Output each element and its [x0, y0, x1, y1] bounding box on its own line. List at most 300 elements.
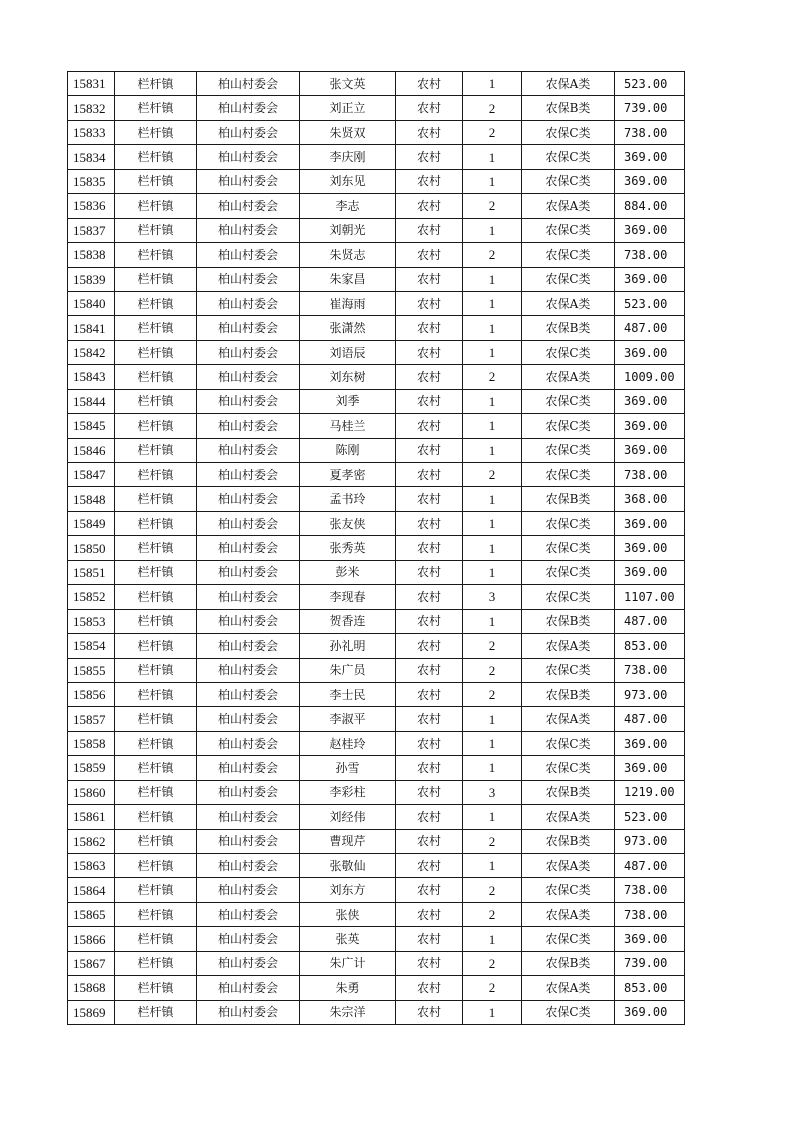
- cell-household-type: 农村: [396, 218, 463, 242]
- cell-name: 张潇然: [300, 316, 396, 340]
- cell-household-type: 农村: [396, 1000, 463, 1024]
- cell-name: 李庆刚: [300, 145, 396, 169]
- cell-name: 张英: [300, 927, 396, 951]
- cell-household-type: 农村: [396, 829, 463, 853]
- cell-id: 15850: [68, 536, 115, 560]
- table-row: [68, 120, 685, 144]
- cell-count: 2: [463, 365, 522, 389]
- cell-amount: 738.00: [615, 243, 685, 267]
- cell-amount: 369.00: [615, 267, 685, 291]
- cell-town: 栏杆镇: [115, 927, 197, 951]
- cell-count: 1: [463, 72, 522, 96]
- cell-name: 刘正立: [300, 96, 396, 120]
- cell-category: 农保C类: [522, 389, 615, 413]
- cell-name: 夏孝密: [300, 463, 396, 487]
- cell-town: 栏杆镇: [115, 414, 197, 438]
- cell-town: 栏杆镇: [115, 487, 197, 511]
- cell-village: 柏山村委会: [197, 854, 300, 878]
- cell-name: 张文英: [300, 72, 396, 96]
- cell-count: 1: [463, 316, 522, 340]
- cell-village: 柏山村委会: [197, 169, 300, 193]
- cell-village: 柏山村委会: [197, 805, 300, 829]
- cell-amount: 368.00: [615, 487, 685, 511]
- cell-village: 柏山村委会: [197, 560, 300, 584]
- cell-amount: 369.00: [615, 414, 685, 438]
- cell-town: 栏杆镇: [115, 194, 197, 218]
- cell-category: 农保C类: [522, 169, 615, 193]
- cell-amount: 523.00: [615, 72, 685, 96]
- cell-category: 农保B类: [522, 487, 615, 511]
- cell-village: 柏山村委会: [197, 829, 300, 853]
- cell-id: 15836: [68, 194, 115, 218]
- cell-name: 曹现芹: [300, 829, 396, 853]
- cell-category: 农保C类: [522, 756, 615, 780]
- cell-amount: 369.00: [615, 145, 685, 169]
- cell-village: 柏山村委会: [197, 707, 300, 731]
- cell-count: 1: [463, 291, 522, 315]
- cell-id: 15851: [68, 560, 115, 584]
- cell-town: 栏杆镇: [115, 878, 197, 902]
- cell-village: 柏山村委会: [197, 609, 300, 633]
- cell-household-type: 农村: [396, 72, 463, 96]
- cell-amount: 369.00: [615, 438, 685, 462]
- cell-village: 柏山村委会: [197, 878, 300, 902]
- cell-id: 15842: [68, 340, 115, 364]
- cell-category: 农保C类: [522, 536, 615, 560]
- cell-household-type: 农村: [396, 976, 463, 1000]
- cell-household-type: 农村: [396, 487, 463, 511]
- cell-category: 农保C类: [522, 658, 615, 682]
- cell-household-type: 农村: [396, 731, 463, 755]
- cell-id: 15835: [68, 169, 115, 193]
- cell-village: 柏山村委会: [197, 389, 300, 413]
- cell-count: 2: [463, 951, 522, 975]
- cell-village: 柏山村委会: [197, 511, 300, 535]
- table-row: [68, 585, 685, 609]
- cell-household-type: 农村: [396, 463, 463, 487]
- cell-id: 15838: [68, 243, 115, 267]
- cell-name: 彭米: [300, 560, 396, 584]
- cell-name: 孙礼明: [300, 634, 396, 658]
- cell-count: 1: [463, 707, 522, 731]
- cell-household-type: 农村: [396, 365, 463, 389]
- table-row: [68, 487, 685, 511]
- cell-category: 农保B类: [522, 316, 615, 340]
- table-row: [68, 731, 685, 755]
- cell-amount: 1107.00: [615, 585, 685, 609]
- table-row: [68, 316, 685, 340]
- cell-amount: 739.00: [615, 96, 685, 120]
- table-row: [68, 291, 685, 315]
- cell-household-type: 农村: [396, 340, 463, 364]
- cell-name: 刘东树: [300, 365, 396, 389]
- cell-household-type: 农村: [396, 609, 463, 633]
- cell-category: 农保C类: [522, 1000, 615, 1024]
- cell-name: 朱勇: [300, 976, 396, 1000]
- cell-village: 柏山村委会: [197, 756, 300, 780]
- cell-town: 栏杆镇: [115, 976, 197, 1000]
- cell-count: 1: [463, 511, 522, 535]
- cell-name: 朱广员: [300, 658, 396, 682]
- cell-name: 崔海雨: [300, 291, 396, 315]
- cell-town: 栏杆镇: [115, 145, 197, 169]
- cell-count: 2: [463, 194, 522, 218]
- cell-town: 栏杆镇: [115, 536, 197, 560]
- cell-name: 朱贤双: [300, 120, 396, 144]
- cell-id: 15832: [68, 96, 115, 120]
- cell-name: 李志: [300, 194, 396, 218]
- table-row: [68, 389, 685, 413]
- cell-category: 农保C类: [522, 218, 615, 242]
- cell-household-type: 农村: [396, 511, 463, 535]
- cell-category: 农保A类: [522, 976, 615, 1000]
- table-row: [68, 243, 685, 267]
- table-row: [68, 560, 685, 584]
- cell-count: 2: [463, 878, 522, 902]
- cell-id: 15865: [68, 902, 115, 926]
- table-row: [68, 658, 685, 682]
- cell-id: 15846: [68, 438, 115, 462]
- cell-id: 15841: [68, 316, 115, 340]
- cell-village: 柏山村委会: [197, 951, 300, 975]
- cell-id: 15856: [68, 682, 115, 706]
- cell-village: 柏山村委会: [197, 634, 300, 658]
- cell-town: 栏杆镇: [115, 731, 197, 755]
- cell-household-type: 农村: [396, 267, 463, 291]
- cell-village: 柏山村委会: [197, 682, 300, 706]
- cell-town: 栏杆镇: [115, 389, 197, 413]
- cell-village: 柏山村委会: [197, 976, 300, 1000]
- cell-name: 张侠: [300, 902, 396, 926]
- cell-id: 15840: [68, 291, 115, 315]
- cell-count: 1: [463, 218, 522, 242]
- cell-category: 农保A类: [522, 902, 615, 926]
- cell-amount: 369.00: [615, 560, 685, 584]
- cell-village: 柏山村委会: [197, 72, 300, 96]
- cell-household-type: 农村: [396, 927, 463, 951]
- cell-amount: 738.00: [615, 902, 685, 926]
- cell-count: 1: [463, 438, 522, 462]
- cell-town: 栏杆镇: [115, 438, 197, 462]
- cell-town: 栏杆镇: [115, 291, 197, 315]
- cell-amount: 369.00: [615, 927, 685, 951]
- cell-household-type: 农村: [396, 682, 463, 706]
- cell-town: 栏杆镇: [115, 609, 197, 633]
- cell-amount: 369.00: [615, 511, 685, 535]
- cell-name: 刘朝光: [300, 218, 396, 242]
- cell-town: 栏杆镇: [115, 365, 197, 389]
- cell-name: 朱广计: [300, 951, 396, 975]
- cell-count: 1: [463, 267, 522, 291]
- cell-count: 2: [463, 463, 522, 487]
- cell-household-type: 农村: [396, 145, 463, 169]
- cell-name: 陈刚: [300, 438, 396, 462]
- cell-village: 柏山村委会: [197, 243, 300, 267]
- cell-amount: 369.00: [615, 340, 685, 364]
- cell-amount: 369.00: [615, 731, 685, 755]
- cell-name: 刘语辰: [300, 340, 396, 364]
- cell-id: 15861: [68, 805, 115, 829]
- cell-id: 15847: [68, 463, 115, 487]
- cell-count: 1: [463, 340, 522, 364]
- cell-category: 农保B类: [522, 951, 615, 975]
- cell-count: 1: [463, 145, 522, 169]
- cell-count: 1: [463, 536, 522, 560]
- cell-category: 农保C类: [522, 731, 615, 755]
- table-row: [68, 511, 685, 535]
- cell-village: 柏山村委会: [197, 267, 300, 291]
- table-row: [68, 829, 685, 853]
- cell-amount: 973.00: [615, 829, 685, 853]
- cell-town: 栏杆镇: [115, 682, 197, 706]
- cell-amount: 853.00: [615, 976, 685, 1000]
- cell-count: 2: [463, 976, 522, 1000]
- cell-household-type: 农村: [396, 805, 463, 829]
- cell-village: 柏山村委会: [197, 291, 300, 315]
- cell-category: 农保C类: [522, 340, 615, 364]
- cell-village: 柏山村委会: [197, 780, 300, 804]
- cell-count: 2: [463, 634, 522, 658]
- cell-category: 农保C类: [522, 511, 615, 535]
- cell-household-type: 农村: [396, 634, 463, 658]
- cell-household-type: 农村: [396, 707, 463, 731]
- table-row: [68, 976, 685, 1000]
- cell-town: 栏杆镇: [115, 243, 197, 267]
- cell-household-type: 农村: [396, 658, 463, 682]
- cell-category: 农保C类: [522, 560, 615, 584]
- cell-amount: 369.00: [615, 169, 685, 193]
- table-row: [68, 609, 685, 633]
- cell-household-type: 农村: [396, 951, 463, 975]
- cell-household-type: 农村: [396, 902, 463, 926]
- cell-count: 1: [463, 927, 522, 951]
- cell-count: 1: [463, 414, 522, 438]
- table-row: [68, 463, 685, 487]
- table-row: [68, 72, 685, 96]
- cell-village: 柏山村委会: [197, 316, 300, 340]
- cell-household-type: 农村: [396, 560, 463, 584]
- table-row: [68, 438, 685, 462]
- cell-town: 栏杆镇: [115, 1000, 197, 1024]
- cell-id: 15837: [68, 218, 115, 242]
- cell-name: 赵桂玲: [300, 731, 396, 755]
- cell-village: 柏山村委会: [197, 585, 300, 609]
- cell-town: 栏杆镇: [115, 658, 197, 682]
- cell-category: 农保C类: [522, 120, 615, 144]
- cell-town: 栏杆镇: [115, 560, 197, 584]
- table-row: [68, 194, 685, 218]
- cell-village: 柏山村委会: [197, 194, 300, 218]
- cell-id: 15869: [68, 1000, 115, 1024]
- cell-category: 农保A类: [522, 72, 615, 96]
- cell-amount: 738.00: [615, 120, 685, 144]
- cell-town: 栏杆镇: [115, 951, 197, 975]
- cell-category: 农保A类: [522, 854, 615, 878]
- cell-amount: 973.00: [615, 682, 685, 706]
- cell-category: 农保C类: [522, 927, 615, 951]
- table-row: [68, 169, 685, 193]
- cell-id: 15858: [68, 731, 115, 755]
- cell-name: 刘季: [300, 389, 396, 413]
- cell-count: 3: [463, 585, 522, 609]
- cell-id: 15859: [68, 756, 115, 780]
- cell-name: 马桂兰: [300, 414, 396, 438]
- cell-name: 朱宗洋: [300, 1000, 396, 1024]
- cell-category: 农保C类: [522, 463, 615, 487]
- cell-town: 栏杆镇: [115, 267, 197, 291]
- table-body: [68, 72, 685, 1025]
- cell-count: 2: [463, 658, 522, 682]
- cell-amount: 738.00: [615, 658, 685, 682]
- table-row: [68, 96, 685, 120]
- cell-category: 农保B类: [522, 780, 615, 804]
- cell-id: 15864: [68, 878, 115, 902]
- cell-name: 朱家昌: [300, 267, 396, 291]
- cell-town: 栏杆镇: [115, 585, 197, 609]
- cell-category: 农保C类: [522, 145, 615, 169]
- cell-village: 柏山村委会: [197, 438, 300, 462]
- cell-count: 2: [463, 96, 522, 120]
- cell-id: 15844: [68, 389, 115, 413]
- cell-count: 1: [463, 389, 522, 413]
- cell-name: 孟书玲: [300, 487, 396, 511]
- cell-name: 李淑平: [300, 707, 396, 731]
- cell-village: 柏山村委会: [197, 902, 300, 926]
- cell-name: 刘经伟: [300, 805, 396, 829]
- cell-id: 15852: [68, 585, 115, 609]
- cell-count: 1: [463, 169, 522, 193]
- cell-id: 15834: [68, 145, 115, 169]
- cell-amount: 369.00: [615, 536, 685, 560]
- table-row: [68, 267, 685, 291]
- cell-name: 李彩柱: [300, 780, 396, 804]
- cell-village: 柏山村委会: [197, 1000, 300, 1024]
- table-row: [68, 536, 685, 560]
- cell-name: 张友侠: [300, 511, 396, 535]
- cell-household-type: 农村: [396, 169, 463, 193]
- cell-household-type: 农村: [396, 96, 463, 120]
- cell-village: 柏山村委会: [197, 120, 300, 144]
- cell-amount: 738.00: [615, 463, 685, 487]
- table-row: [68, 682, 685, 706]
- cell-amount: 487.00: [615, 316, 685, 340]
- cell-town: 栏杆镇: [115, 634, 197, 658]
- cell-category: 农保C类: [522, 267, 615, 291]
- cell-count: 1: [463, 609, 522, 633]
- cell-category: 农保C类: [522, 438, 615, 462]
- cell-town: 栏杆镇: [115, 169, 197, 193]
- cell-category: 农保A类: [522, 707, 615, 731]
- data-table: [67, 71, 685, 1025]
- cell-household-type: 农村: [396, 585, 463, 609]
- cell-name: 刘东见: [300, 169, 396, 193]
- cell-name: 朱贤志: [300, 243, 396, 267]
- cell-id: 15839: [68, 267, 115, 291]
- cell-amount: 523.00: [615, 291, 685, 315]
- cell-town: 栏杆镇: [115, 805, 197, 829]
- cell-town: 栏杆镇: [115, 218, 197, 242]
- cell-name: 张敬仙: [300, 854, 396, 878]
- table-row: [68, 902, 685, 926]
- cell-household-type: 农村: [396, 438, 463, 462]
- cell-town: 栏杆镇: [115, 511, 197, 535]
- cell-amount: 369.00: [615, 218, 685, 242]
- cell-amount: 884.00: [615, 194, 685, 218]
- cell-count: 1: [463, 805, 522, 829]
- cell-amount: 369.00: [615, 756, 685, 780]
- table-row: [68, 365, 685, 389]
- cell-count: 2: [463, 120, 522, 144]
- cell-id: 15843: [68, 365, 115, 389]
- cell-town: 栏杆镇: [115, 780, 197, 804]
- cell-amount: 853.00: [615, 634, 685, 658]
- cell-town: 栏杆镇: [115, 96, 197, 120]
- cell-amount: 523.00: [615, 805, 685, 829]
- table-row: [68, 878, 685, 902]
- cell-count: 1: [463, 560, 522, 584]
- cell-town: 栏杆镇: [115, 829, 197, 853]
- table-row: [68, 756, 685, 780]
- cell-id: 15857: [68, 707, 115, 731]
- table-row: [68, 854, 685, 878]
- cell-amount: 487.00: [615, 707, 685, 731]
- cell-village: 柏山村委会: [197, 658, 300, 682]
- cell-village: 柏山村委会: [197, 536, 300, 560]
- cell-name: 刘东方: [300, 878, 396, 902]
- cell-household-type: 农村: [396, 780, 463, 804]
- table-row: [68, 1000, 685, 1024]
- cell-id: 15863: [68, 854, 115, 878]
- table-row: [68, 951, 685, 975]
- cell-town: 栏杆镇: [115, 707, 197, 731]
- cell-name: 贺香连: [300, 609, 396, 633]
- cell-village: 柏山村委会: [197, 218, 300, 242]
- cell-household-type: 农村: [396, 243, 463, 267]
- table-row: [68, 707, 685, 731]
- cell-id: 15862: [68, 829, 115, 853]
- cell-category: 农保A类: [522, 805, 615, 829]
- cell-category: 农保B类: [522, 682, 615, 706]
- cell-name: 李士民: [300, 682, 396, 706]
- cell-village: 柏山村委会: [197, 487, 300, 511]
- table-row: [68, 414, 685, 438]
- cell-name: 张秀英: [300, 536, 396, 560]
- cell-id: 15849: [68, 511, 115, 535]
- cell-amount: 487.00: [615, 609, 685, 633]
- cell-id: 15853: [68, 609, 115, 633]
- cell-household-type: 农村: [396, 291, 463, 315]
- cell-id: 15867: [68, 951, 115, 975]
- cell-household-type: 农村: [396, 756, 463, 780]
- cell-category: 农保C类: [522, 878, 615, 902]
- cell-household-type: 农村: [396, 414, 463, 438]
- cell-id: 15831: [68, 72, 115, 96]
- cell-amount: 369.00: [615, 389, 685, 413]
- cell-household-type: 农村: [396, 878, 463, 902]
- cell-count: 2: [463, 243, 522, 267]
- cell-category: 农保C类: [522, 243, 615, 267]
- cell-count: 1: [463, 731, 522, 755]
- cell-amount: 739.00: [615, 951, 685, 975]
- cell-count: 2: [463, 829, 522, 853]
- table-row: [68, 340, 685, 364]
- table-row: [68, 145, 685, 169]
- cell-count: 1: [463, 756, 522, 780]
- cell-village: 柏山村委会: [197, 731, 300, 755]
- cell-town: 栏杆镇: [115, 120, 197, 144]
- cell-town: 栏杆镇: [115, 463, 197, 487]
- cell-town: 栏杆镇: [115, 72, 197, 96]
